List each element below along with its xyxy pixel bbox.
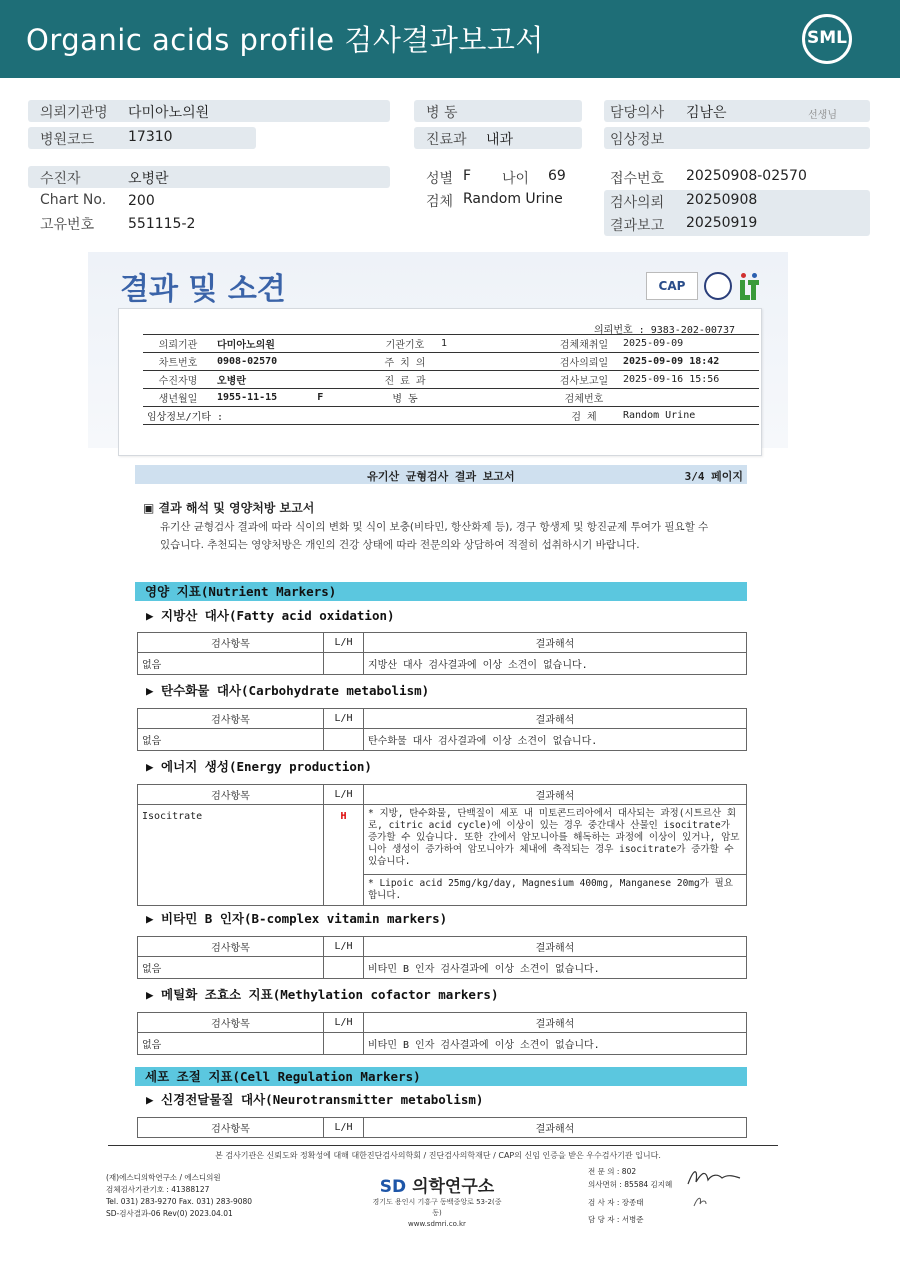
signature-small-icon bbox=[692, 1194, 708, 1210]
doctor-value: 김남은 bbox=[686, 105, 727, 121]
sd-mark: SD bbox=[379, 1177, 407, 1197]
patient-label: 수진자 bbox=[40, 171, 81, 187]
table-neuro bbox=[137, 1117, 747, 1138]
report-bar-title bbox=[135, 465, 747, 484]
table-carb bbox=[137, 708, 747, 751]
h-key: 병 동 bbox=[373, 389, 437, 407]
table-energy bbox=[137, 784, 747, 906]
h-key: 기관기호 bbox=[373, 335, 437, 353]
td-lh-high: H bbox=[324, 805, 364, 906]
specimen-label: 검체 bbox=[426, 194, 454, 210]
h-val: 오병란 bbox=[213, 371, 373, 389]
page-title: Organic acids profile 검사결과보고서 bbox=[26, 23, 544, 57]
h-key: 임상정보/기타 : bbox=[143, 407, 549, 425]
logo-text: SML bbox=[807, 28, 847, 48]
footer-left bbox=[106, 1172, 252, 1220]
th-lh: L/H bbox=[324, 937, 364, 957]
institution-label: 의뢰기관명 bbox=[40, 105, 108, 121]
h-val: 0908-02570 bbox=[213, 353, 373, 371]
doctor-suffix: 선생님 bbox=[808, 110, 837, 121]
h-val bbox=[437, 353, 549, 371]
h-key: 주 치 의 bbox=[373, 353, 437, 371]
th-interp: 결과해석 bbox=[364, 1013, 747, 1033]
specialist-line: 전 문 의 : 802 bbox=[588, 1167, 637, 1176]
age-value: 69 bbox=[548, 168, 566, 184]
footer-org: (재)에스디의학연구소 / 에스디의원 bbox=[106, 1173, 221, 1182]
sub-methyl: ▶ 메틸화 조효소 지표(Methylation cofactor markers) bbox=[146, 987, 499, 1002]
license-line: 의사면허 : 85584 김지혜 bbox=[588, 1179, 673, 1189]
th-lh: L/H bbox=[324, 785, 364, 805]
manager-line: 담 당 자 : 서병준 bbox=[588, 1214, 644, 1224]
h-key: 검체채취일 bbox=[549, 335, 619, 353]
report-label: 결과보고 bbox=[610, 218, 665, 234]
request-value: 20250908 bbox=[686, 192, 758, 208]
td-item: 없음 bbox=[138, 957, 324, 979]
h-key: 의뢰기관 bbox=[143, 335, 213, 353]
h-val: 다미아노의원 bbox=[213, 335, 373, 353]
birth-date: 1955-11-15 bbox=[217, 392, 278, 403]
report-subtitle: 유기산 균형검사 결과 보고서 bbox=[367, 470, 515, 483]
h-val bbox=[437, 389, 549, 407]
th-lh: L/H bbox=[324, 709, 364, 729]
footer-address: 경기도 용인시 기흥구 동백중앙로 53-2(중동) bbox=[372, 1198, 502, 1217]
th-lh: L/H bbox=[324, 1118, 364, 1138]
th-item: 검사항목 bbox=[138, 1118, 324, 1138]
h-val: 2025-09-09 bbox=[619, 335, 759, 353]
header-band bbox=[0, 0, 900, 78]
sd-name: 의학연구소 bbox=[406, 1177, 495, 1197]
th-item: 검사항목 bbox=[138, 709, 324, 729]
td-lh bbox=[324, 957, 364, 979]
clinical-label: 임상정보 bbox=[610, 132, 665, 148]
h-key: 차트번호 bbox=[143, 353, 213, 371]
doctor-label: 담당의사 bbox=[610, 105, 665, 121]
interpretation-heading: ▣ 결과 해석 및 영양처방 보고서 bbox=[143, 501, 315, 515]
footer-brand bbox=[372, 1172, 502, 1230]
specimen-value: Random Urine bbox=[463, 191, 563, 207]
chart-value: 200 bbox=[128, 193, 155, 209]
uid-label: 고유번호 bbox=[40, 217, 95, 233]
h-key: 검사보고일 bbox=[549, 371, 619, 389]
h-key: 검 체 bbox=[549, 407, 619, 425]
h-val bbox=[619, 389, 759, 407]
td-prescription: * Lipoic acid 25mg/kg/day, Magnesium 400mg, Manganese 20mg가 필요합니다. bbox=[364, 875, 747, 906]
chart-label: Chart No. bbox=[40, 192, 107, 208]
td-interp: 비타민 B 인자 검사결과에 이상 소견이 없습니다. bbox=[364, 1033, 747, 1055]
h-key: 생년월일 bbox=[143, 389, 213, 407]
dept-label: 진료과 bbox=[426, 132, 467, 148]
td-lh bbox=[324, 653, 364, 675]
table-fatty bbox=[137, 632, 747, 675]
uid-value: 551115-2 bbox=[128, 216, 196, 232]
section-cell-regulation: 세포 조절 지표(Cell Regulation Markers) bbox=[135, 1067, 747, 1086]
table-methyl bbox=[137, 1012, 747, 1055]
footer-doc-rev: SD-검사결과-06 Rev(0) 2023.04.01 bbox=[106, 1209, 233, 1218]
td-item: 없음 bbox=[138, 1033, 324, 1055]
h-val: Random Urine bbox=[619, 407, 759, 425]
th-item: 검사항목 bbox=[138, 633, 324, 653]
h-key: 수진자명 bbox=[143, 371, 213, 389]
footer-divider bbox=[108, 1145, 778, 1146]
td-item: 없음 bbox=[138, 653, 324, 675]
request-label: 검사의뢰 bbox=[610, 195, 665, 211]
receipt-value: 20250908-02570 bbox=[686, 168, 807, 184]
receipt-label: 접수번호 bbox=[610, 171, 665, 187]
report-document bbox=[88, 252, 788, 1258]
td-interp: 탄수화물 대사 검사결과에 이상 소견이 없습니다. bbox=[364, 729, 747, 751]
interpretation-text: 유기산 균형검사 결과에 따라 식이의 변화 및 식이 보충(비타민, 항산화제 등), 경구 항생제 및 항진균제 투여가 필요할 수 있습니다. 추천되는 영양처방은 개인의 건강 상태에 따라 전문의와 상담하여 적절히 섭취하시기 바랍니다. bbox=[160, 521, 709, 551]
sub-energy: ▶ 에너지 생성(Energy production) bbox=[146, 759, 372, 774]
dept-value: 내과 bbox=[486, 132, 514, 148]
th-lh: L/H bbox=[324, 1013, 364, 1033]
h-key: 검사의뢰일 bbox=[549, 353, 619, 371]
td-lh bbox=[324, 729, 364, 751]
sml-logo bbox=[802, 14, 852, 64]
td-interp: * 지방, 탄수화물, 단백질이 세포 내 미토콘드리아에서 대사되는 과정(시트르산 회로, citric acid cycle)에 이상이 있는 경우 중간대사 산물인 isocitrate가 증가할 수 있습니다. 또한 간에서 암모니아를 해독하는 과정에 이상이 있거나, 암모니아 생성이 증가하여 암모니아가 체내에 축적되는 경우 isocitrate가 증가할 수 있습니다. bbox=[364, 805, 747, 875]
request-number: 의뢰번호 : 9383-202-00737 bbox=[594, 325, 735, 336]
cap-accreditation-logo: CAP bbox=[646, 272, 698, 300]
td-interp: 비타민 B 인자 검사결과에 이상 소견이 없습니다. bbox=[364, 957, 747, 979]
th-item: 검사항목 bbox=[138, 1013, 324, 1033]
sex-code: F bbox=[317, 392, 324, 403]
h-val: 2025-09-09 18:42 bbox=[619, 353, 759, 371]
header-grid bbox=[143, 334, 759, 425]
age-label: 나이 bbox=[502, 171, 530, 187]
th-interp: 결과해석 bbox=[364, 633, 747, 653]
sub-neuro: ▶ 신경전달물질 대사(Neurotransmitter metabolism) bbox=[146, 1092, 484, 1107]
sub-carb: ▶ 탄수화물 대사(Carbohydrate metabolism) bbox=[146, 683, 430, 698]
sex-label: 성별 bbox=[426, 171, 454, 187]
report-header-table bbox=[118, 308, 762, 456]
footer-note: 본 검사기관은 신뢰도와 정확성에 대해 대한진단검사의학회 / 진단검사의학재단 / CAP의 신임 인증을 받은 우수검사기관 입니다. bbox=[215, 1151, 661, 1160]
report-value: 20250919 bbox=[686, 215, 758, 231]
sub-fatty: ▶ 지방산 대사(Fatty acid oxidation) bbox=[146, 608, 395, 623]
h-val bbox=[213, 389, 373, 407]
sd-logo bbox=[372, 1172, 502, 1197]
th-interp: 결과해석 bbox=[364, 785, 747, 805]
footer-signatories bbox=[588, 1166, 672, 1226]
td-interp: 지방산 대사 검사결과에 이상 소견이 없습니다. bbox=[364, 653, 747, 675]
th-interp: 결과해석 bbox=[364, 1118, 747, 1138]
page-indicator: 3/4 페이지 bbox=[684, 470, 743, 483]
signature-icon bbox=[684, 1164, 744, 1190]
th-item: 검사항목 bbox=[138, 785, 324, 805]
ward-label: 병 동 bbox=[426, 105, 458, 121]
th-interp: 결과해석 bbox=[364, 709, 747, 729]
footer-contact: Tel. 031) 283-9270 Fax. 031) 283-9080 bbox=[106, 1197, 253, 1206]
hospital-code-value: 17310 bbox=[128, 129, 173, 145]
sub-vitb: ▶ 비타민 B 인자(B-complex vitamin markers) bbox=[146, 911, 448, 926]
footer-website: www.sdmri.co.kr bbox=[408, 1220, 466, 1228]
table-vitb bbox=[137, 936, 747, 979]
hospital-code-label: 병원코드 bbox=[40, 132, 95, 148]
th-interp: 결과해석 bbox=[364, 937, 747, 957]
h-val bbox=[437, 371, 549, 389]
lt-logo-icon bbox=[738, 272, 762, 300]
td-lh bbox=[324, 1033, 364, 1055]
sex-value: F bbox=[463, 168, 472, 184]
patient-value: 오병란 bbox=[128, 171, 169, 187]
patient-row-bg bbox=[28, 166, 390, 188]
footer-code: 검체검사기관기호 : 41388127 bbox=[106, 1185, 210, 1194]
th-lh: L/H bbox=[324, 633, 364, 653]
h-val: 2025-09-16 15:56 bbox=[619, 371, 759, 389]
h-key: 진 료 과 bbox=[373, 371, 437, 389]
tester-line: 검 사 자 : 장종태 bbox=[588, 1198, 644, 1207]
th-item: 검사항목 bbox=[138, 937, 324, 957]
h-val: 1 bbox=[437, 335, 549, 353]
institution-value: 다미아노의원 bbox=[128, 105, 210, 121]
h-key: 검체번호 bbox=[549, 389, 619, 407]
td-item: 없음 bbox=[138, 729, 324, 751]
result-title: 결과 및 소견 bbox=[120, 272, 286, 307]
society-seal-icon bbox=[704, 272, 732, 300]
section-nutrient: 영양 지표(Nutrient Markers) bbox=[135, 582, 747, 601]
td-item: Isocitrate bbox=[138, 805, 324, 906]
